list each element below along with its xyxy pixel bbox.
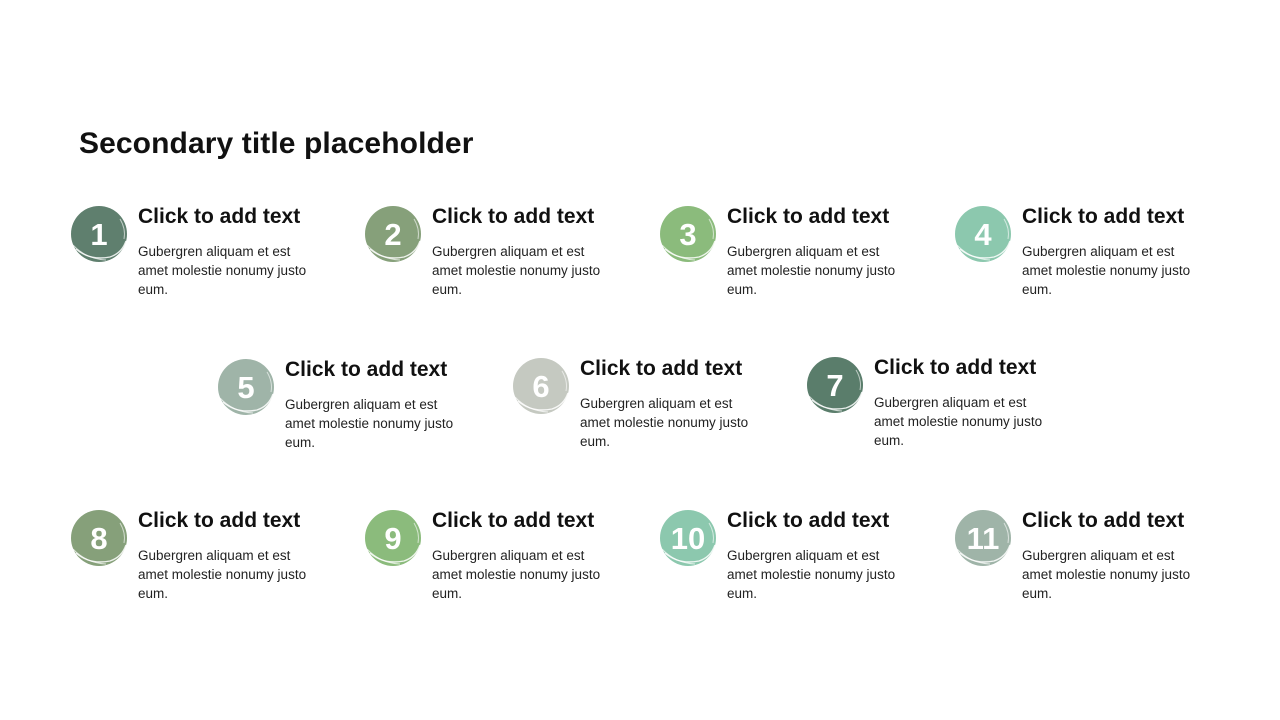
item-number: 6	[532, 369, 550, 404]
item-number: 10	[670, 521, 706, 556]
number-badge	[217, 358, 275, 416]
item-number: 3	[679, 217, 697, 252]
item-number: 9	[384, 521, 402, 556]
item-heading[interactable]: Click to add text	[874, 356, 1037, 379]
item-body-text[interactable]: Gubergren aliquam et est amet molestie nonumy justo eum.	[580, 396, 749, 449]
item-heading[interactable]: Click to add text	[138, 509, 301, 532]
list-item	[659, 205, 959, 315]
list-item	[659, 509, 959, 619]
list-item	[954, 205, 1254, 315]
item-heading[interactable]: Click to add text	[727, 205, 890, 228]
item-body-text[interactable]: Gubergren aliquam et est amet molestie nonumy justo eum.	[285, 397, 454, 450]
number-badge	[806, 356, 864, 414]
item-heading[interactable]: Click to add text	[138, 205, 301, 228]
list-item	[364, 205, 664, 315]
item-body-text[interactable]: Gubergren aliquam et est amet molestie nonumy justo eum.	[432, 548, 601, 601]
number-badge	[364, 205, 422, 263]
item-body-text[interactable]: Gubergren aliquam et est amet molestie nonumy justo eum.	[727, 244, 896, 297]
number-badge	[70, 205, 128, 263]
number-badge	[512, 357, 570, 415]
item-body-text[interactable]: Gubergren aliquam et est amet molestie nonumy justo eum.	[874, 395, 1043, 448]
number-badge	[954, 509, 1012, 567]
item-number: 4	[974, 217, 992, 252]
item-body-text[interactable]: Gubergren aliquam et est amet molestie nonumy justo eum.	[138, 244, 307, 297]
list-item	[512, 357, 812, 467]
item-number: 2	[384, 217, 402, 252]
number-badge	[70, 509, 128, 567]
number-badge	[659, 509, 717, 567]
list-item	[806, 356, 1106, 466]
number-badge	[954, 205, 1012, 263]
number-badge	[659, 205, 717, 263]
item-body-text[interactable]: Gubergren aliquam et est amet molestie nonumy justo eum.	[727, 548, 896, 601]
number-badge	[364, 509, 422, 567]
item-heading[interactable]: Click to add text	[432, 205, 595, 228]
list-item	[954, 509, 1254, 619]
list-item	[217, 358, 517, 468]
item-number: 7	[826, 368, 844, 403]
item-number: 1	[90, 217, 108, 252]
item-number: 5	[237, 370, 255, 405]
item-heading[interactable]: Click to add text	[1022, 205, 1185, 228]
slide-title[interactable]: Secondary title placeholder	[79, 127, 474, 160]
list-item	[364, 509, 664, 619]
item-heading[interactable]: Click to add text	[727, 509, 890, 532]
item-heading[interactable]: Click to add text	[1022, 509, 1185, 532]
item-body-text[interactable]: Gubergren aliquam et est amet molestie nonumy justo eum.	[1022, 244, 1191, 297]
item-heading[interactable]: Click to add text	[580, 357, 743, 380]
item-body-text[interactable]: Gubergren aliquam et est amet molestie nonumy justo eum.	[1022, 548, 1191, 601]
item-body-text[interactable]: Gubergren aliquam et est amet molestie nonumy justo eum.	[432, 244, 601, 297]
item-heading[interactable]: Click to add text	[285, 358, 448, 381]
list-item	[70, 509, 370, 619]
item-heading[interactable]: Click to add text	[432, 509, 595, 532]
list-item	[70, 205, 370, 315]
item-number: 11	[966, 521, 1000, 556]
item-number: 8	[90, 521, 108, 556]
item-body-text[interactable]: Gubergren aliquam et est amet molestie nonumy justo eum.	[138, 548, 307, 601]
